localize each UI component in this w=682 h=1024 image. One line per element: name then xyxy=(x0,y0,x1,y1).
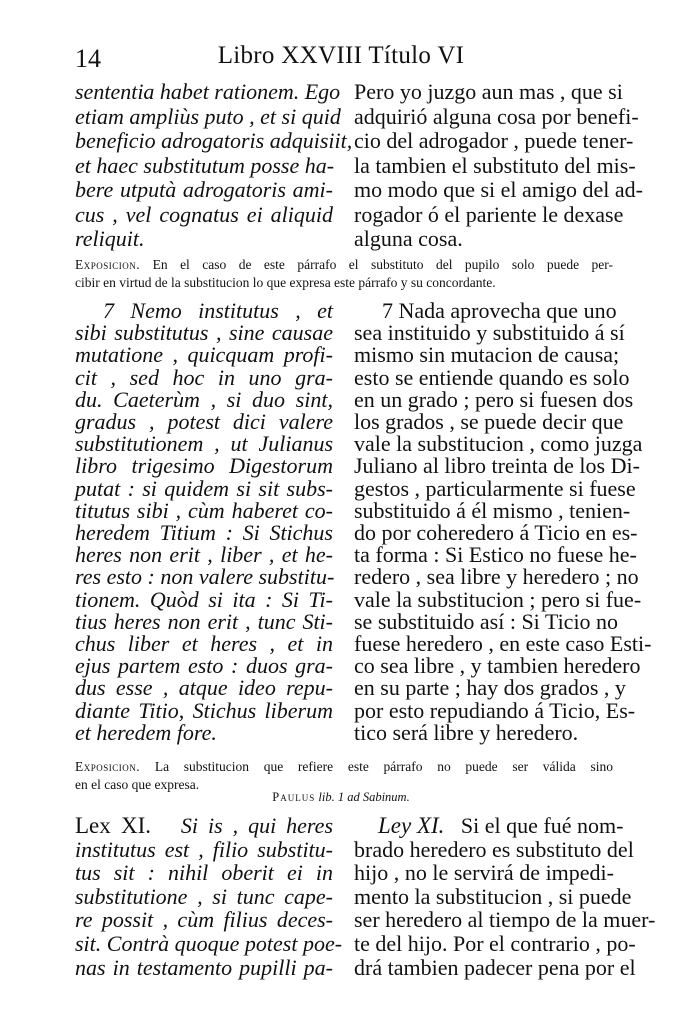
text-line: heredem Titium : Si Stichus xyxy=(75,520,333,546)
ley-heading: Ley XI. xyxy=(378,813,445,838)
text-line: brado heredero es substituto del xyxy=(354,836,634,862)
exposicion-note-1 xyxy=(75,256,613,292)
text-line: cit , sed hoc in uno gra- xyxy=(75,364,333,390)
text-line: res esto : non valere substitu- xyxy=(75,564,335,590)
note-text: En el caso de este párrafo el substituto del pupilo solo puede per- xyxy=(152,257,613,272)
text-line: co sea libre , y tambien heredero xyxy=(354,653,641,679)
text-line: gradus , potest dici valere xyxy=(75,409,333,435)
citation-source: lib. 1 ad Sabinum. xyxy=(318,790,410,804)
text-line: cio del adrogador , puede tener- xyxy=(354,128,634,153)
note-label: Exposicion. xyxy=(75,759,141,774)
text-line: substitutionem , ut Julianus xyxy=(75,431,333,457)
text-line: et haec substitutum posse ha- xyxy=(75,152,335,178)
text-line: substituido á él mismo , tenien- xyxy=(354,497,631,523)
text-line: institutus est , filio substitu- xyxy=(75,836,333,862)
spanish-column-3 xyxy=(354,813,656,980)
text-line: sibi substitutus , sine causae xyxy=(75,320,333,346)
text-line: diante Titio, Stichus liberum xyxy=(75,697,333,723)
text-line: adquirió alguna cosa por benefi- xyxy=(354,103,639,129)
note-text: La substitucion que refiere este párrafo no puede ser válida sino xyxy=(154,759,613,774)
text-line: putat : si quidem si sit subs- xyxy=(75,475,333,501)
text-line: bere utputà adrogatoris ami- xyxy=(75,177,333,202)
text-line: la tambien el substituto del mis- xyxy=(354,152,636,178)
text-line: hijo , no le servirá de impedi- xyxy=(354,860,614,886)
note-label: Exposicion. xyxy=(75,257,141,272)
lex-heading: Lex XI. xyxy=(75,813,151,838)
text-line: mutatione , quicquam profi- xyxy=(75,342,333,368)
running-title: Libro XXVIII Título VI xyxy=(217,42,465,69)
text-line: cus , vel cognatus ei aliquid xyxy=(75,201,333,227)
text-line: rogador ó el pariente le dexase xyxy=(354,201,624,227)
text-line: tius heres non erit , tunc Sti- xyxy=(75,608,333,634)
text-line: vale la substitucion ; pero si fue- xyxy=(354,586,642,612)
text-line: nas in testamento pupilli pa- xyxy=(75,954,333,980)
text-line: se substituido así : Si Ticio no xyxy=(354,608,619,634)
source-citation xyxy=(0,790,682,805)
text-line: esto se entiende quando es solo xyxy=(354,364,630,390)
text-line: 7 Nada aprovecha que uno xyxy=(382,298,617,323)
latin-column-3 xyxy=(75,813,343,980)
text-line: ejus partem esto : duos gra- xyxy=(75,653,333,679)
text-line: titutus sibi , cùm haberet co- xyxy=(75,497,333,523)
citation-author: Paulus xyxy=(272,790,316,804)
text-line: alguna cosa. xyxy=(354,226,463,251)
text-line: Si is , qui heres xyxy=(180,813,334,838)
text-line: sea instituido y substituido á sí xyxy=(354,320,625,346)
text-line: Si el que fué nom- xyxy=(460,813,624,838)
text-line: tico será libre y heredero. xyxy=(354,719,579,745)
text-line: drá tambien padecer pena por el xyxy=(354,954,636,980)
text-line: Juliano al libro treinta de los Di- xyxy=(354,453,640,479)
exposicion-note-2 xyxy=(75,758,613,794)
text-line: reliquit. xyxy=(75,226,145,251)
note-text: cibir en virtud de la substitucion lo que expresa este párrafo y su concordante. xyxy=(75,275,496,290)
text-line: ta forma : Si Estico no fuese he- xyxy=(354,542,637,568)
text-line: por esto repudiando á Ticio, Es- xyxy=(354,697,636,723)
text-line: tus sit : nihil oberit ei in xyxy=(75,860,333,886)
text-line: chus liber et heres , et in xyxy=(75,631,333,657)
latin-column-2 xyxy=(75,300,333,744)
text-line: los grados , se puede decir que xyxy=(354,409,624,435)
text-line: Pero yo juzgo aun mas , que si xyxy=(354,79,623,104)
text-line: vale la substitucion , como juzga xyxy=(354,431,643,457)
text-line: sententia habet rationem. Ego xyxy=(75,79,341,104)
note-text: en el caso que expresa. xyxy=(75,777,200,792)
text-line: redero , sea libre y heredero ; no xyxy=(354,564,639,590)
text-line: dus esse , atque ideo repu- xyxy=(75,675,333,701)
text-line: en su parte ; hay dos grados , y xyxy=(354,675,626,701)
text-line: etiam ampliùs puto , et si quid xyxy=(75,103,341,129)
text-line: sit. Contrà quoque potest poe- xyxy=(75,930,343,956)
text-line: tionem. Quòd si ita : Si Ti- xyxy=(75,586,333,612)
text-line: substitutione , si tunc cape- xyxy=(75,883,333,909)
text-line: gestos , particularmente si fuese xyxy=(354,475,636,501)
page-number: 14 xyxy=(75,44,101,73)
text-line: beneficio adrogatoris adquisiit, xyxy=(75,128,353,153)
text-line: en un grado ; pero si fuesen dos xyxy=(354,386,634,412)
page-header xyxy=(0,38,682,78)
text-line: 7 Nemo institutus , et xyxy=(103,298,333,323)
latin-column-1 xyxy=(75,79,353,252)
text-line: heres non erit , liber , et he- xyxy=(75,542,333,568)
spanish-column-2 xyxy=(354,298,652,745)
text-line: fuese heredero , en este caso Esti- xyxy=(354,631,652,657)
text-line: ser heredero al tiempo de la muer- xyxy=(354,907,656,933)
text-line: et heredem fore. xyxy=(75,719,217,745)
text-line: mismo sin mutacion de causa; xyxy=(354,342,620,368)
text-line: libro trigesimo Digestorum xyxy=(75,453,333,479)
text-line: do por coheredero á Ticio en es- xyxy=(354,520,638,546)
text-line: te del hijo. Por el contrario , po- xyxy=(354,930,636,956)
text-line: re possit , cùm filius deces- xyxy=(75,907,333,933)
text-line: mo modo que si el amigo del ad- xyxy=(354,177,643,202)
text-line: mento la substitucion , si puede xyxy=(354,883,632,909)
text-line: du. Caeterùm , si duo sint, xyxy=(75,386,333,412)
spanish-column-1 xyxy=(354,79,643,252)
